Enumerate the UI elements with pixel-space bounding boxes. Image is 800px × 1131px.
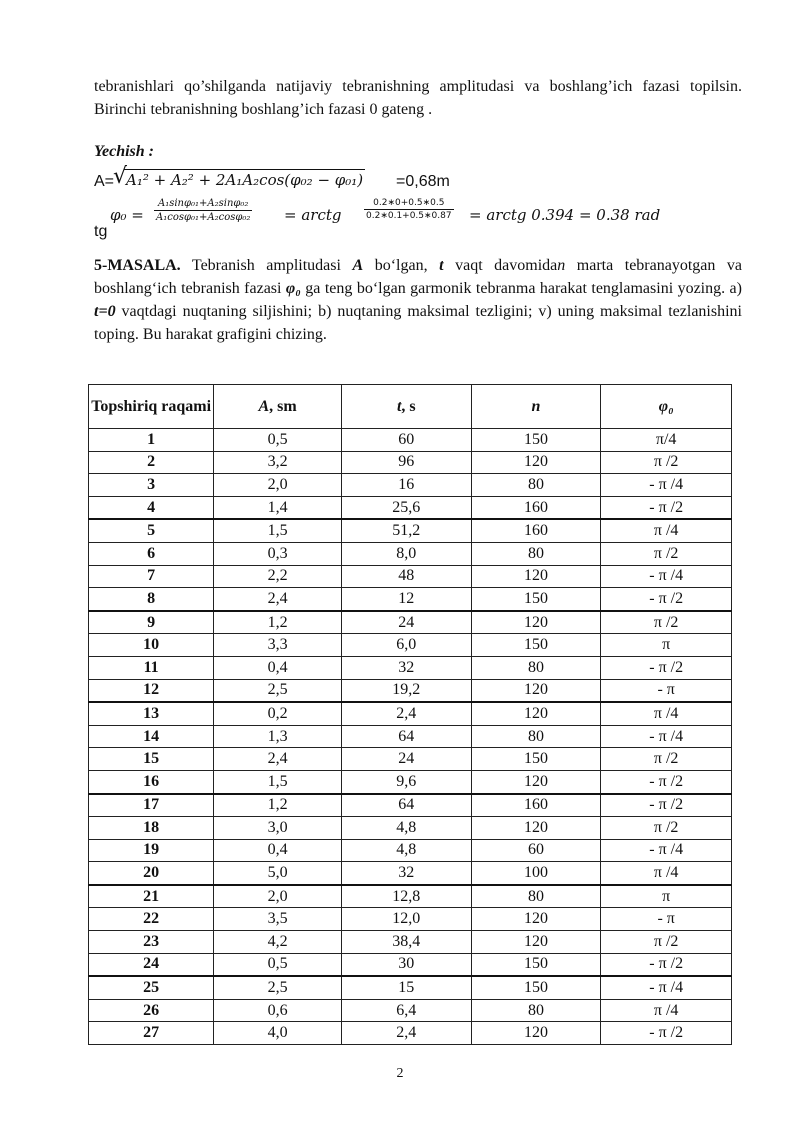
cell-time: 30 bbox=[341, 953, 471, 976]
cell-amplitude: 2,5 bbox=[214, 679, 342, 702]
cell-time: 2,4 bbox=[341, 1022, 471, 1045]
header-n-symbol: n bbox=[531, 398, 541, 415]
cell-phase: - π bbox=[601, 679, 732, 702]
cell-n: 150 bbox=[471, 748, 601, 771]
cell-amplitude: 3,0 bbox=[214, 817, 342, 840]
fraction-denominator: A₁cosφ₀₁+A₂cosφ₀₂ bbox=[156, 212, 251, 223]
arctg-label: = arctg bbox=[284, 206, 342, 224]
symbol-a: A bbox=[352, 257, 364, 274]
cell-amplitude: 0,4 bbox=[214, 839, 342, 862]
cell-phase: π /2 bbox=[601, 542, 732, 565]
cell-n: 120 bbox=[471, 817, 601, 840]
table-row bbox=[89, 451, 732, 474]
cell-phase: π /2 bbox=[601, 451, 732, 474]
problem-text: Tebranish amplitudasi bbox=[180, 257, 353, 274]
cell-phase: - π /4 bbox=[601, 725, 732, 748]
cell-phase: - π /2 bbox=[601, 588, 732, 611]
table-row bbox=[89, 611, 732, 634]
cell-n: 120 bbox=[471, 1022, 601, 1045]
cell-n: 80 bbox=[471, 885, 601, 908]
table-row bbox=[89, 908, 732, 931]
cell-amplitude: 3,5 bbox=[214, 908, 342, 931]
amplitude-formula bbox=[94, 163, 514, 195]
cell-task-number: 20 bbox=[89, 862, 214, 885]
header-task-number: Topshiriq raqami bbox=[89, 385, 214, 429]
symbol-t: t bbox=[439, 257, 444, 274]
cell-time: 12,8 bbox=[341, 885, 471, 908]
amplitude-expression: A₁² + A₂² + 2A₁A₂cos(φ₀₂ − φ₀₁) bbox=[126, 171, 364, 189]
header-t-unit: , s bbox=[401, 398, 416, 415]
cell-n: 100 bbox=[471, 862, 601, 885]
cell-time: 48 bbox=[341, 565, 471, 588]
header-a-symbol: A bbox=[258, 398, 270, 415]
table-row bbox=[89, 862, 732, 885]
problem-title: 5-MASALA. bbox=[94, 257, 181, 274]
phi-symbol: φ₀ = bbox=[110, 206, 144, 224]
cell-amplitude: 5,0 bbox=[214, 862, 342, 885]
cell-task-number: 13 bbox=[89, 702, 214, 725]
cell-phase: π/4 bbox=[601, 429, 732, 452]
cell-amplitude: 1,4 bbox=[214, 496, 342, 519]
table-row bbox=[89, 794, 732, 817]
table-row bbox=[89, 1022, 732, 1045]
table-row bbox=[89, 976, 732, 999]
cell-phase: - π /2 bbox=[601, 496, 732, 519]
cell-phase: π /2 bbox=[601, 611, 732, 634]
cell-amplitude: 1,2 bbox=[214, 794, 342, 817]
header-phase bbox=[601, 385, 732, 429]
cell-n: 120 bbox=[471, 565, 601, 588]
cell-n: 120 bbox=[471, 679, 601, 702]
cell-n: 150 bbox=[471, 953, 601, 976]
cell-task-number: 6 bbox=[89, 542, 214, 565]
cell-amplitude: 4,2 bbox=[214, 931, 342, 954]
numeric-denominator: 0.2∗0.1+0.5∗0.87 bbox=[366, 211, 452, 221]
cell-phase: - π /2 bbox=[601, 770, 732, 793]
table-row bbox=[89, 839, 732, 862]
cell-time: 12,0 bbox=[341, 908, 471, 931]
cell-amplitude: 2,4 bbox=[214, 588, 342, 611]
cell-task-number: 1 bbox=[89, 429, 214, 452]
header-a-unit: , sm bbox=[269, 398, 297, 415]
header-n bbox=[471, 385, 601, 429]
cell-amplitude: 4,0 bbox=[214, 1022, 342, 1045]
table-row bbox=[89, 496, 732, 519]
table-row bbox=[89, 429, 732, 452]
cell-amplitude: 2,0 bbox=[214, 474, 342, 497]
cell-time: 64 bbox=[341, 725, 471, 748]
cell-task-number: 2 bbox=[89, 451, 214, 474]
cell-amplitude: 0,5 bbox=[214, 953, 342, 976]
cell-task-number: 23 bbox=[89, 931, 214, 954]
numeric-numerator: 0.2∗0+0.5∗0.5 bbox=[364, 198, 454, 210]
cell-n: 80 bbox=[471, 656, 601, 679]
cell-task-number: 22 bbox=[89, 908, 214, 931]
cell-amplitude: 1,3 bbox=[214, 725, 342, 748]
cell-task-number: 14 bbox=[89, 725, 214, 748]
cell-time: 6,0 bbox=[341, 634, 471, 657]
cell-phase: π /4 bbox=[601, 862, 732, 885]
cell-time: 24 bbox=[341, 611, 471, 634]
table-row bbox=[89, 679, 732, 702]
table-row bbox=[89, 885, 732, 908]
cell-amplitude: 1,2 bbox=[214, 611, 342, 634]
cell-amplitude: 3,2 bbox=[214, 451, 342, 474]
cell-amplitude: 0,3 bbox=[214, 542, 342, 565]
problem-text: vaqtdagi nuqtaning siljishini; b) nuqtaning maksimal tezligini; v) uning maksimal tezlanishini toping. Bu harakat grafigini chizing. bbox=[94, 303, 742, 343]
cell-n: 80 bbox=[471, 725, 601, 748]
cell-time: 96 bbox=[341, 451, 471, 474]
cell-amplitude: 0,5 bbox=[214, 429, 342, 452]
table-row bbox=[89, 770, 732, 793]
cell-phase: π /4 bbox=[601, 519, 732, 542]
problem-paragraph bbox=[94, 254, 742, 346]
table-row bbox=[89, 565, 732, 588]
table-row bbox=[89, 542, 732, 565]
cell-amplitude: 1,5 bbox=[214, 770, 342, 793]
phase-fraction-numeric bbox=[364, 198, 454, 221]
problem-text: vaqt davomida bbox=[443, 257, 558, 274]
cell-phase: - π /4 bbox=[601, 474, 732, 497]
header-phi-symbol: φ₀ bbox=[658, 398, 674, 415]
problem-text: boʻlgan, bbox=[363, 257, 440, 274]
cell-amplitude: 2,0 bbox=[214, 885, 342, 908]
cell-n: 150 bbox=[471, 634, 601, 657]
cell-time: 51,2 bbox=[341, 519, 471, 542]
cell-time: 16 bbox=[341, 474, 471, 497]
cell-time: 25,6 bbox=[341, 496, 471, 519]
cell-time: 60 bbox=[341, 429, 471, 452]
cell-task-number: 21 bbox=[89, 885, 214, 908]
cell-time: 12 bbox=[341, 588, 471, 611]
cell-amplitude: 0,4 bbox=[214, 656, 342, 679]
table-row bbox=[89, 519, 732, 542]
sqrt-symbol-icon: √ bbox=[113, 164, 128, 189]
data-table bbox=[88, 384, 732, 1045]
cell-task-number: 5 bbox=[89, 519, 214, 542]
cell-phase: - π /2 bbox=[601, 953, 732, 976]
phase-result: = arctg 0.394 = 0.38 rad bbox=[469, 206, 661, 224]
problem-text: marta tebranayotgan va boshlangʻich tebranish fazasi bbox=[94, 257, 743, 297]
cell-task-number: 24 bbox=[89, 953, 214, 976]
phase-formula bbox=[94, 196, 694, 242]
intro-paragraph: tebranishlari qo’shilganda natijaviy tebranishning amplitudasi va boshlang’ich fazasi topilsin. Birinchi tebranishning boshlang’ich fazasi 0 gateng . bbox=[94, 78, 742, 118]
cell-time: 9,6 bbox=[341, 770, 471, 793]
table-row bbox=[89, 725, 732, 748]
cell-n: 160 bbox=[471, 496, 601, 519]
cell-time: 24 bbox=[341, 748, 471, 771]
table-row bbox=[89, 634, 732, 657]
cell-amplitude: 2,2 bbox=[214, 565, 342, 588]
cell-task-number: 7 bbox=[89, 565, 214, 588]
cell-task-number: 18 bbox=[89, 817, 214, 840]
solution-heading: Yechish : bbox=[94, 143, 154, 160]
cell-time: 8,0 bbox=[341, 542, 471, 565]
cell-amplitude: 0,2 bbox=[214, 702, 342, 725]
cell-phase: - π /2 bbox=[601, 656, 732, 679]
symbol-t0: t=0 bbox=[94, 303, 116, 320]
symbol-n: n bbox=[557, 257, 566, 274]
cell-phase: - π /2 bbox=[601, 794, 732, 817]
cell-n: 150 bbox=[471, 429, 601, 452]
cell-phase: π bbox=[601, 885, 732, 908]
cell-time: 6,4 bbox=[341, 999, 471, 1022]
cell-phase: π /2 bbox=[601, 817, 732, 840]
table-row bbox=[89, 748, 732, 771]
table-body bbox=[89, 429, 732, 1045]
cell-phase: π /2 bbox=[601, 931, 732, 954]
cell-time: 15 bbox=[341, 976, 471, 999]
cell-n: 150 bbox=[471, 976, 601, 999]
amplitude-result: =0,68m bbox=[396, 173, 450, 190]
cell-time: 32 bbox=[341, 862, 471, 885]
cell-n: 80 bbox=[471, 542, 601, 565]
cell-n: 80 bbox=[471, 999, 601, 1022]
cell-task-number: 4 bbox=[89, 496, 214, 519]
cell-phase: π /4 bbox=[601, 999, 732, 1022]
cell-task-number: 11 bbox=[89, 656, 214, 679]
cell-phase: - π bbox=[601, 908, 732, 931]
table-row bbox=[89, 999, 732, 1022]
cell-phase: π /4 bbox=[601, 702, 732, 725]
cell-task-number: 26 bbox=[89, 999, 214, 1022]
cell-task-number: 10 bbox=[89, 634, 214, 657]
cell-n: 120 bbox=[471, 770, 601, 793]
cell-time: 4,8 bbox=[341, 839, 471, 862]
cell-time: 64 bbox=[341, 794, 471, 817]
table-row bbox=[89, 588, 732, 611]
page-number: 2 bbox=[396, 1066, 404, 1081]
cell-time: 38,4 bbox=[341, 931, 471, 954]
header-t-symbol: t bbox=[396, 398, 402, 415]
cell-n: 160 bbox=[471, 794, 601, 817]
phase-fraction-symbolic bbox=[154, 198, 252, 223]
cell-phase: - π /2 bbox=[601, 1022, 732, 1045]
cell-phase: π bbox=[601, 634, 732, 657]
cell-phase: - π /4 bbox=[601, 839, 732, 862]
cell-task-number: 16 bbox=[89, 770, 214, 793]
symbol-phi: φ₀ bbox=[285, 280, 301, 297]
fraction-numerator: A₁sinφ₀₁+A₂sinφ₀₂ bbox=[154, 198, 252, 211]
header-time bbox=[341, 385, 471, 429]
cell-phase: - π /4 bbox=[601, 976, 732, 999]
cell-amplitude: 0,6 bbox=[214, 999, 342, 1022]
table-row bbox=[89, 953, 732, 976]
table-row bbox=[89, 474, 732, 497]
cell-phase: - π /4 bbox=[601, 565, 732, 588]
cell-task-number: 19 bbox=[89, 839, 214, 862]
cell-n: 120 bbox=[471, 931, 601, 954]
table-header-row bbox=[89, 385, 732, 429]
cell-amplitude: 2,4 bbox=[214, 748, 342, 771]
cell-task-number: 17 bbox=[89, 794, 214, 817]
cell-n: 150 bbox=[471, 588, 601, 611]
cell-n: 80 bbox=[471, 474, 601, 497]
cell-task-number: 25 bbox=[89, 976, 214, 999]
tg-prefix: tg bbox=[94, 223, 108, 240]
cell-n: 120 bbox=[471, 451, 601, 474]
problem-text: ga teng boʻlgan garmonik tebranma harakat tenglamasini yozing. a) bbox=[300, 280, 742, 297]
cell-time: 32 bbox=[341, 656, 471, 679]
cell-task-number: 15 bbox=[89, 748, 214, 771]
cell-n: 120 bbox=[471, 702, 601, 725]
cell-task-number: 9 bbox=[89, 611, 214, 634]
cell-time: 2,4 bbox=[341, 702, 471, 725]
cell-time: 4,8 bbox=[341, 817, 471, 840]
table-row bbox=[89, 931, 732, 954]
cell-task-number: 8 bbox=[89, 588, 214, 611]
table-row bbox=[89, 817, 732, 840]
cell-amplitude: 3,3 bbox=[214, 634, 342, 657]
cell-phase: π /2 bbox=[601, 748, 732, 771]
table-row bbox=[89, 702, 732, 725]
cell-amplitude: 2,5 bbox=[214, 976, 342, 999]
cell-task-number: 12 bbox=[89, 679, 214, 702]
cell-time: 19,2 bbox=[341, 679, 471, 702]
cell-n: 120 bbox=[471, 611, 601, 634]
cell-amplitude: 1,5 bbox=[214, 519, 342, 542]
header-amplitude bbox=[214, 385, 342, 429]
cell-task-number: 3 bbox=[89, 474, 214, 497]
cell-task-number: 27 bbox=[89, 1022, 214, 1045]
table-row bbox=[89, 656, 732, 679]
cell-n: 60 bbox=[471, 839, 601, 862]
amplitude-prefix: A= bbox=[94, 173, 115, 190]
cell-n: 120 bbox=[471, 908, 601, 931]
cell-n: 160 bbox=[471, 519, 601, 542]
